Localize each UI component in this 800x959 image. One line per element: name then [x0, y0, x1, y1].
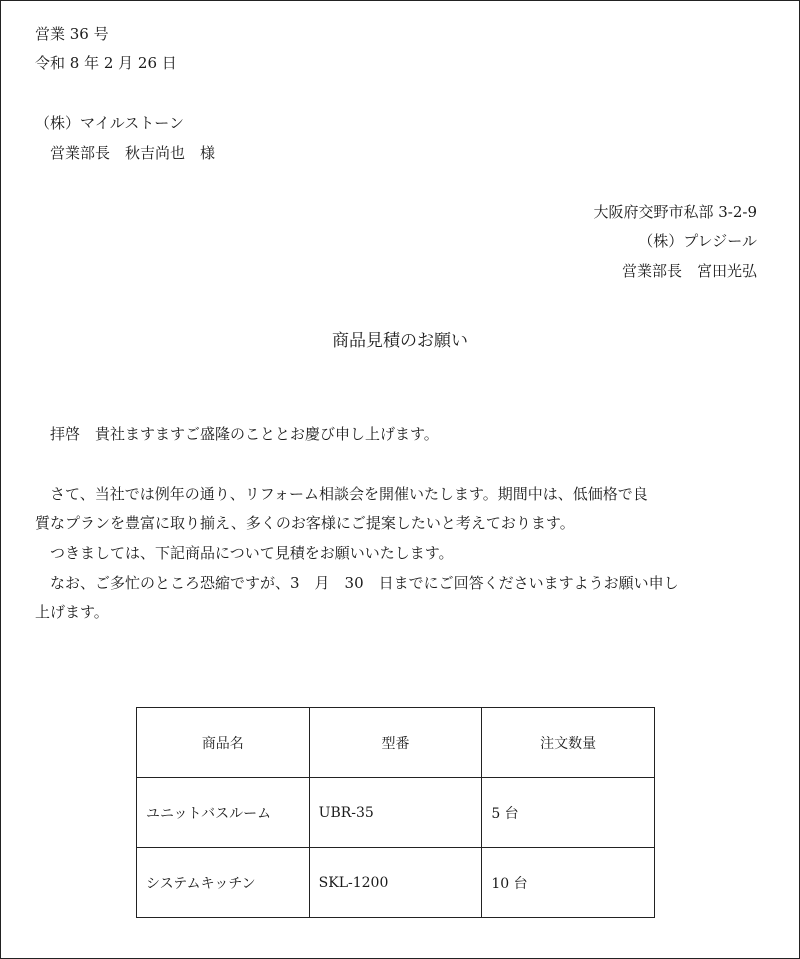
greeting: 拝啓 貴社ますますご盛隆のこととお慶び申し上げます。	[35, 425, 439, 443]
column-header-model: 型番	[309, 708, 482, 778]
product-name-cell: ユニットバスルーム	[137, 778, 310, 848]
table-row	[137, 778, 655, 848]
sender-company: （株）プレジール	[638, 232, 757, 250]
sender-person: 営業部長 宮田光弘	[621, 262, 757, 280]
model-number-cell: UBR-35	[309, 778, 482, 848]
body-line: 質なプランを豊富に取り揃え、多くのお客様にご提案したいと考えております。	[35, 514, 575, 532]
table-row	[137, 848, 655, 918]
table-header-row	[137, 708, 655, 778]
model-number-cell: SKL-1200	[309, 848, 482, 918]
body-line: さて、当社では例年の通り、リフォーム相談会を開催いたします。期間中は、低価格で良	[35, 485, 648, 503]
body-line: つきましては、下記商品について見積をお願いいたします。	[35, 544, 454, 562]
body-line: なお、ご多忙のところ恐縮ですが、3 月 30 日までにご回答くださいますようお願い申し	[35, 574, 679, 592]
document-title: 商品見積のお願い	[332, 331, 468, 351]
sender-address: 大阪府交野市私部 3-2-9	[593, 203, 757, 221]
recipient-company: （株）マイルストーン	[35, 114, 184, 132]
recipient-person: 営業部長 秋吉尚也 様	[35, 144, 216, 162]
order-table	[136, 707, 655, 918]
document-date: 令和 8 年 2 月 26 日	[35, 54, 177, 72]
body-line: 上げます。	[35, 603, 109, 621]
column-header-product: 商品名	[137, 708, 310, 778]
document-number: 営業 36 号	[35, 25, 109, 43]
quantity-cell: 5 台	[482, 778, 655, 848]
quantity-cell: 10 台	[482, 848, 655, 918]
column-header-quantity: 注文数量	[482, 708, 655, 778]
product-name-cell: システムキッチン	[137, 848, 310, 918]
